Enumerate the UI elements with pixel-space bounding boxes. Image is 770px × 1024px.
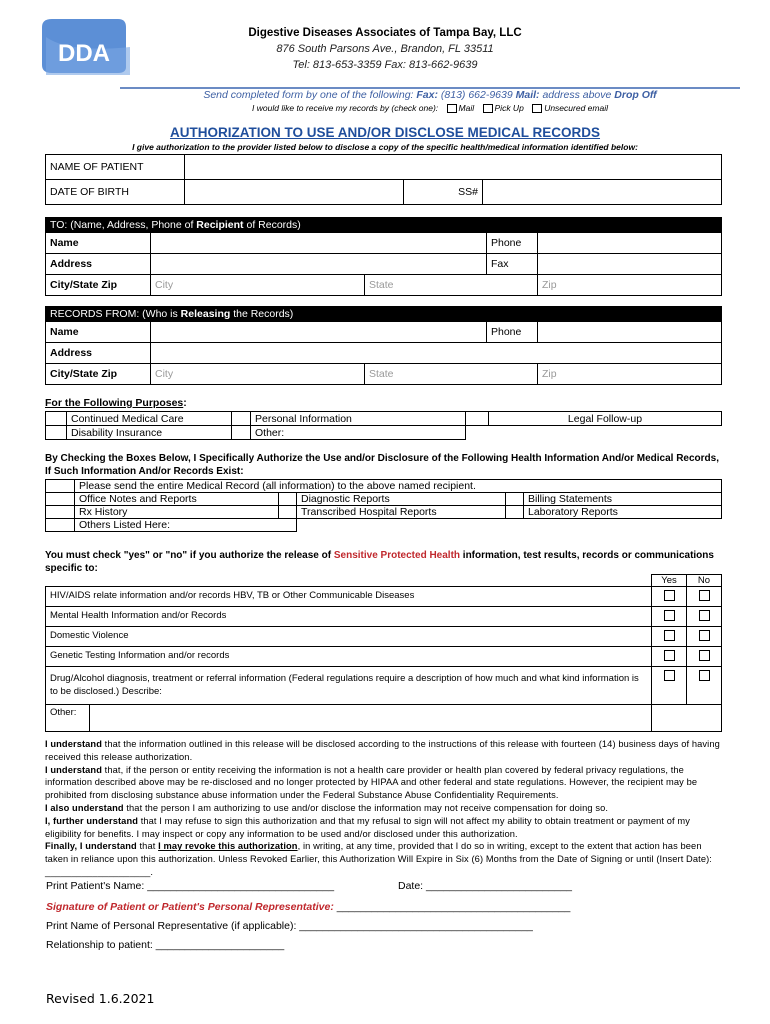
dda-logo (38, 17, 130, 75)
print-patient-name[interactable]: Print Patient's Name: ________________________________ (46, 880, 335, 892)
ssn-field[interactable] (483, 180, 722, 205)
purpose-personal-label: Personal Information (251, 412, 466, 426)
other-label: Other: (46, 705, 90, 731)
dv-no-checkbox[interactable] (699, 630, 710, 641)
yes-header: Yes (652, 575, 687, 587)
logo-text: DDA (58, 40, 110, 67)
recipient-phone-field[interactable] (538, 233, 722, 254)
purpose-other-label: Other: (251, 426, 466, 440)
mail-checkbox[interactable] (447, 104, 457, 113)
form-title: AUTHORIZATION TO USE AND/OR DISCLOSE MEDICAL RECORDS (169, 125, 601, 140)
terms-block (45, 738, 725, 879)
recipient-address-label: Address (46, 254, 151, 275)
purposes-table (45, 411, 722, 440)
genetic-yes-checkbox[interactable] (664, 650, 675, 661)
records-table (45, 479, 722, 532)
hiv-no-checkbox[interactable] (699, 590, 710, 601)
releaser-address-label: Address (46, 343, 151, 364)
dv-yes-checkbox[interactable] (664, 630, 675, 641)
other-field[interactable] (90, 705, 651, 731)
purpose-other-checkbox[interactable] (232, 426, 251, 440)
hiv-yes-checkbox[interactable] (664, 590, 675, 601)
record-rx-checkbox[interactable] (46, 506, 75, 519)
term-5: Finally, I understand that I may revoke this authorization, in writing, at any time, provided that I do so in writing, except to the extent that action has been taken in reliance upon this authorization. Unless Revoked Earlier, this Authorization Will Expire in Six (6) Months from the Date of Signing or until (Insert Date): ____________________. (45, 841, 712, 877)
releaser-citystate-label: City/State Zip (46, 364, 151, 385)
recipient-state-field[interactable]: State (365, 275, 538, 296)
purpose-disability-checkbox[interactable] (46, 426, 67, 440)
releaser-state-field[interactable]: State (365, 364, 538, 385)
purpose-care-label: Continued Medical Care (67, 412, 232, 426)
rep-name-line[interactable]: Print Name of Personal Representative (if applicable): ________________________________________ (46, 920, 533, 932)
dob-field[interactable] (185, 180, 404, 205)
releaser-name-field[interactable] (151, 322, 487, 343)
purpose-care-checkbox[interactable] (46, 412, 67, 426)
email-checkbox[interactable] (532, 104, 542, 113)
receive-method: I would like to receive my records by (check one): Mail Pick Up Unsecured email (252, 103, 608, 113)
recipient-fax-label: Fax (487, 254, 538, 275)
form-intro: I give authorization to the provider listed below to disclose a copy of the specific health/medical information identified below: (132, 142, 638, 152)
sign-date[interactable]: Date: _________________________ (398, 880, 573, 892)
sensitive-table (45, 574, 722, 732)
record-others-label: Others Listed Here: (75, 519, 297, 532)
record-hospital-checkbox[interactable] (279, 506, 297, 519)
no-header: No (687, 575, 722, 587)
sensitive-dv-label: Domestic Violence (46, 627, 652, 647)
term-2: I understand that, if the person or entity receiving the information is not a health care provider or health plan covered by federal privacy regulations, the information described above may be re-disclosed and no longer protected by HIPAA and other federal and state regulations. However, the recipient may be prohibited from disclosing substance abuse information under the Federal Substance Abuse Confidentiality Requirements. (45, 764, 698, 801)
purpose-legal-label: Legal Follow-up (489, 412, 722, 426)
releaser-bar: RECORDS FROM: (Who is Releasing the Records) (46, 307, 722, 322)
mental-no-checkbox[interactable] (699, 610, 710, 621)
genetic-no-checkbox[interactable] (699, 650, 710, 661)
signature-line[interactable]: Signature of Patient or Patient's Personal Representative: ________________________________________ (46, 901, 571, 913)
recipient-zip-field[interactable]: Zip (538, 275, 722, 296)
releaser-phone-field[interactable] (538, 322, 722, 343)
recipient-city-field[interactable]: City (151, 275, 365, 296)
org-phone-fax: Tel: 813-653-3359 Fax: 813-662-9639 (292, 59, 478, 71)
record-diagnostic-label: Diagnostic Reports (297, 493, 506, 506)
releaser-zip-field[interactable]: Zip (538, 364, 722, 385)
patient-name-label: NAME OF PATIENT (46, 155, 185, 180)
recipient-phone-label: Phone (487, 233, 538, 254)
record-rx-label: Rx History (75, 506, 279, 519)
releaser-phone-label: Phone (487, 322, 538, 343)
recipient-citystate-label: City/State Zip (46, 275, 151, 296)
term-1: I understand that the information outlined in this release will be disclosed according to the instructions of this release with fourteen (14) business days of having received this release authorization. (45, 739, 720, 762)
recipient-table (45, 217, 722, 296)
recipient-name-label: Name (46, 233, 151, 254)
sensitive-heading: You must check "yes" or "no" if you authorize the release of Sensitive Protected Health information, test results, records or communications specific to: (45, 550, 714, 574)
record-lab-label: Laboratory Reports (524, 506, 722, 519)
org-name: Digestive Diseases Associates of Tampa Bay, LLC (248, 27, 522, 39)
record-lab-checkbox[interactable] (506, 506, 524, 519)
records-heading: By Checking the Boxes Below, I Specifically Authorize the Use and/or Disclosure of the Following Health Information And/or Medical Records, If Such Information And/or Records Exist: (45, 453, 719, 477)
recipient-bar: TO: (Name, Address, Phone of Recipient of Records) (46, 218, 722, 233)
other-blank (652, 705, 722, 732)
patient-name-field[interactable] (185, 155, 722, 180)
purpose-legal-checkbox[interactable] (466, 412, 489, 426)
dob-label: DATE OF BIRTH (46, 180, 185, 205)
drug-yes-checkbox[interactable] (664, 670, 675, 681)
recipient-name-field[interactable] (151, 233, 487, 254)
term-3: I also understand that the person I am authorizing to use and/or disclose the information may not receive compensation for doing so. (45, 802, 609, 813)
record-office-checkbox[interactable] (46, 493, 75, 506)
pickup-checkbox[interactable] (483, 104, 493, 113)
patient-table (45, 154, 722, 205)
sensitive-hiv-label: HIV/AIDS relate information and/or records HBV, TB or Other Communicable Diseases (46, 587, 652, 607)
releaser-table (45, 306, 722, 385)
drug-no-checkbox[interactable] (699, 670, 710, 681)
releaser-city-field[interactable]: City (151, 364, 365, 385)
releaser-name-label: Name (46, 322, 151, 343)
record-office-label: Office Notes and Reports (75, 493, 279, 506)
send-instructions: Send completed form by one of the following: Fax: (813) 662-9639 Mail: address above Drop Off (203, 89, 657, 101)
mental-yes-checkbox[interactable] (664, 610, 675, 621)
ssn-label: SS# (404, 180, 483, 205)
record-billing-label: Billing Statements (524, 493, 722, 506)
sensitive-mental-label: Mental Health Information and/or Records (46, 607, 652, 627)
sensitive-genetic-label: Genetic Testing Information and/or records (46, 647, 652, 667)
purpose-disability-label: Disability Insurance (67, 426, 232, 440)
purposes-heading: For the Following Purposes: (45, 397, 187, 409)
term-4: I, further understand that I may refuse to sign this authorization and that my refusal to sign will not affect my ability to obtain treatment or payment of my eligibility for benefits. I may inspect or copy any information to be used and/or disclosed under this authorization. (45, 815, 690, 839)
revision-footer: Revised 1.6.2021 (46, 991, 155, 1006)
record-diagnostic-checkbox[interactable] (279, 493, 297, 506)
record-entire-checkbox[interactable] (46, 480, 75, 493)
record-entire-label: Please send the entire Medical Record (all information) to the above named recipient. (75, 480, 722, 493)
org-address: 876 South Parsons Ave., Brandon, FL 33511 (276, 43, 494, 55)
record-hospital-label: Transcribed Hospital Reports (297, 506, 506, 519)
record-billing-checkbox[interactable] (506, 493, 524, 506)
purpose-personal-checkbox[interactable] (232, 412, 251, 426)
record-others-checkbox[interactable] (46, 519, 75, 532)
recipient-fax-field[interactable] (538, 254, 722, 275)
relationship-line[interactable]: Relationship to patient: ______________________ (46, 939, 285, 951)
releaser-address-field[interactable] (151, 343, 722, 364)
recipient-address-field[interactable] (151, 254, 487, 275)
sensitive-drug-label: Drug/Alcohol diagnosis, treatment or referral information (Federal regulations require a description of how much and what kind information is to be disclosed.) Describe: (46, 667, 652, 705)
